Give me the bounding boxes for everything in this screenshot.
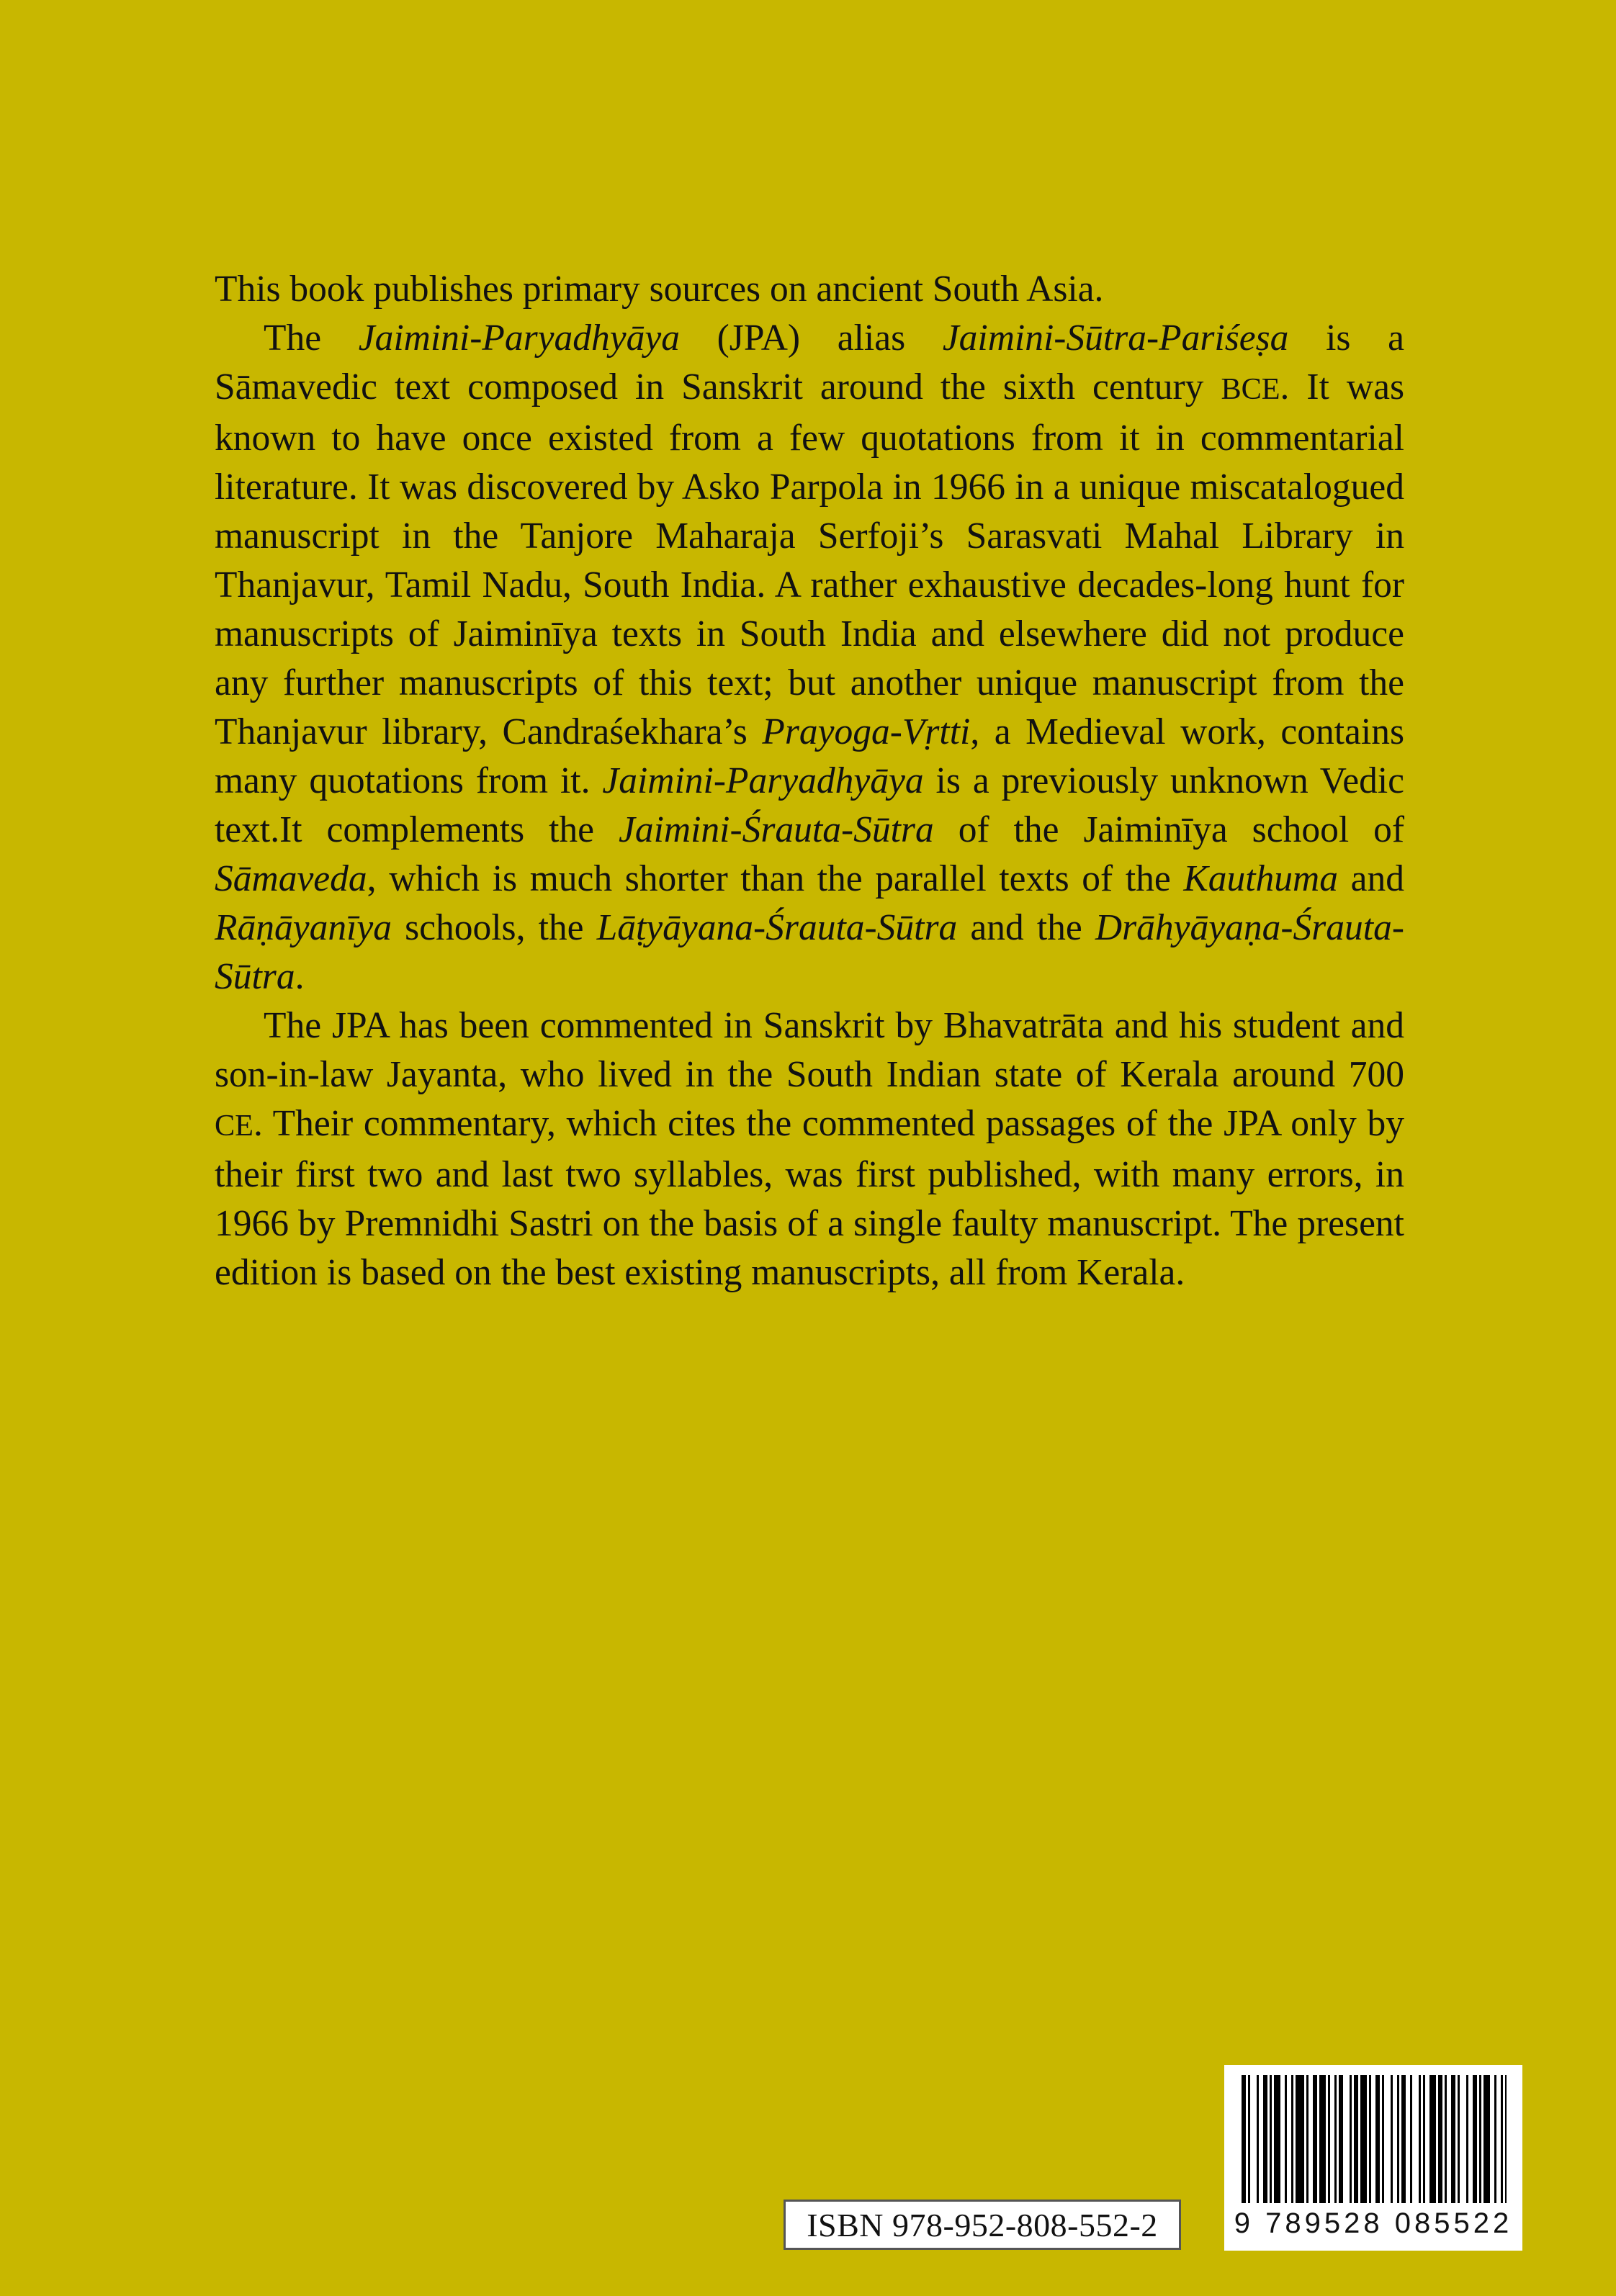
barcode-bar xyxy=(1438,2075,1442,2203)
barcode-bar xyxy=(1328,2075,1330,2203)
barcode-bar xyxy=(1257,2075,1259,2203)
barcode-bar xyxy=(1391,2075,1393,2203)
barcode-bar xyxy=(1263,2075,1267,2203)
barcode-bar xyxy=(1375,2075,1380,2203)
barcode-bar xyxy=(1285,2075,1287,2203)
commentary-paragraph: The JPA has been commented in Sanskrit by Bhavatrāta and his student and son-in-law Jayanta, who lived in the South Indian state of Kerala around 700 CE. Their commentary, which cites the commented passages of the JPA only by their first two and last two syllables, was first published, with many errors, in 1966 by Premnidhi Sastri on the basis of a single faulty manuscript. The present edition is based on the best existing manuscripts, all from Kerala. xyxy=(215,1005,1404,1293)
intro-paragraph: This book publishes primary sources on ancient South Asia. xyxy=(215,269,1104,310)
barcode-bar xyxy=(1458,2075,1460,2203)
barcode-bar xyxy=(1369,2075,1371,2203)
barcode-bar xyxy=(1423,2075,1425,2203)
barcode-bar xyxy=(1248,2075,1250,2203)
barcode-bar xyxy=(1354,2075,1358,2203)
barcode-bar xyxy=(1473,2075,1477,2203)
barcode-bar xyxy=(1313,2075,1317,2203)
barcode-bar xyxy=(1339,2075,1343,2203)
barcode-bar xyxy=(1505,2075,1507,2203)
barcode-bar xyxy=(1306,2075,1308,2203)
barcode-bar xyxy=(1401,2075,1406,2203)
barcode-bar xyxy=(1270,2075,1272,2203)
barcode-digits: 9 789528 085522 xyxy=(1234,2207,1513,2239)
barcode-bar xyxy=(1466,2075,1468,2203)
barcode-bar xyxy=(1397,2075,1399,2203)
barcode-bar xyxy=(1319,2075,1326,2203)
jpa-description-paragraph: The Jaimini-Paryadhyāya (JPA) alias Jaimini-Sūtra-Pariśeṣa is a Sāmavedic text composed in Sanskrit around the sixth century BCE. It was known to have once existed from a few quotations from it in commentarial literature. It was discovered by Asko Parpola in 1966 in a unique miscatalogued manuscript in the Tanjore Maharaja Serfoji’s Sarasvati Mahal Library in Thanjavur, Tamil Nadu, South India. A rather exhaustive decades-long hunt for manuscripts of Jaiminīya texts in South India and elsewhere did not produce any further manuscripts of this text; but another unique manuscript from the Thanjavur library, Candraśekhara’s Prayoga-Vṛtti, a Medieval work, contains many quotations from it. Jaimini-Paryadhyāya is a previously unknown Vedic text.It complements the Jaimini-Śrauta-Sūtra of the Jaiminīya school of Sāmaveda, which is much shorter than the parallel texts of the Kauthuma and Rāṇāyanīya schools, the Lāṭyāyana-Śrauta-Sūtra and the Drāhyāyaṇa-Śrauta-Sūtra. xyxy=(215,318,1405,997)
barcode xyxy=(1224,2065,1522,2251)
barcode-bar xyxy=(1494,2075,1496,2203)
barcode-bar xyxy=(1501,2075,1503,2203)
isbn-label: ISBN 978-952-808-552-2 xyxy=(784,2200,1181,2250)
barcode-bar xyxy=(1479,2075,1481,2203)
barcode-bar xyxy=(1483,2075,1490,2203)
barcode-bar xyxy=(1451,2075,1455,2203)
barcode-bar xyxy=(1419,2075,1421,2203)
barcode-bar xyxy=(1350,2075,1352,2203)
barcode-bar xyxy=(1242,2075,1246,2203)
barcode-bar xyxy=(1410,2075,1412,2203)
barcode-bar xyxy=(1296,2075,1304,2203)
barcode-bar xyxy=(1360,2075,1367,2203)
barcode-bar xyxy=(1274,2075,1280,2203)
barcode-bar xyxy=(1334,2075,1337,2203)
back-cover-blurb xyxy=(215,265,1404,1297)
barcode-bar xyxy=(1382,2075,1384,2203)
barcode-bar xyxy=(1429,2075,1436,2203)
barcode-bar xyxy=(1291,2075,1293,2203)
barcode-bar xyxy=(1445,2075,1447,2203)
